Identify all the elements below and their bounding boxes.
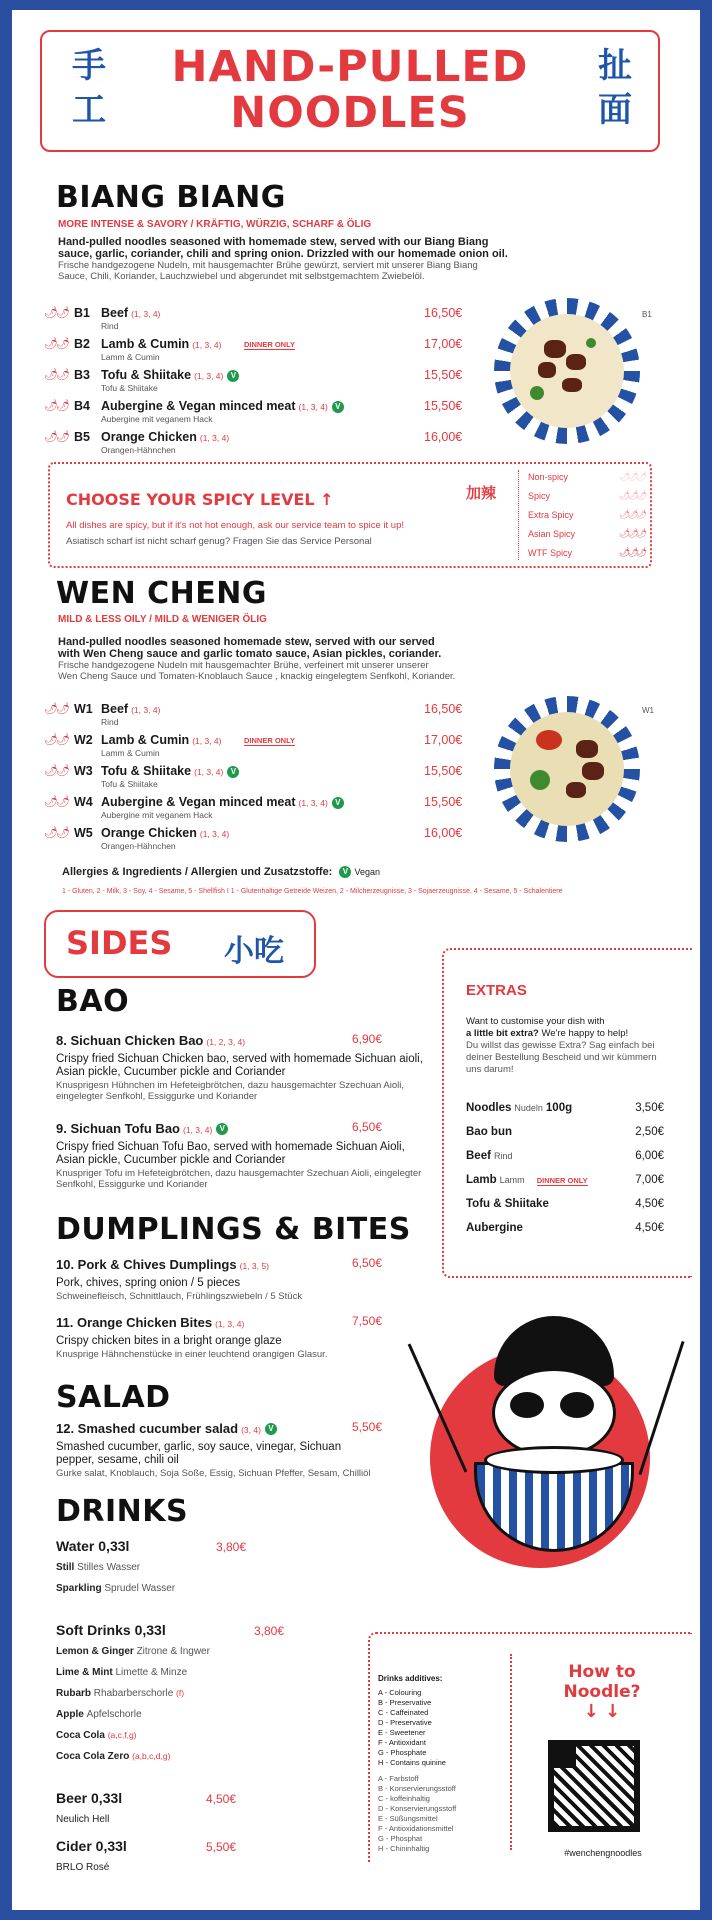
additives-title: Drinks additives: [378,1674,443,1683]
additive-line-en: F - Antioxidant [378,1738,426,1747]
side-item-price: 6,90€ [352,1032,383,1046]
drink-name: Sparkling [56,1583,105,1594]
spicy-level-label: Asian Spicy [528,529,576,539]
item-subtitle: Rind [101,717,119,727]
menu-row [44,428,464,458]
item-subtitle: Tofu & Shiitake [101,383,158,393]
extras-item-name: Aubergine [466,1222,523,1234]
extras-item-price: 4,50€ [635,1198,664,1210]
biang-plate-photo [494,298,640,444]
dinner-only-badge: DINNER ONLY [244,736,295,745]
sides-title: SIDES [66,924,173,962]
item-subtitle: Aubergine mit veganem Hack [101,414,213,424]
drink-name: Coca Cola [56,1730,108,1741]
side-item-description-de: Knusprigesn Hühnchen im Hefeteigbrötchen, dazu hausgemachter Szechuan Aioli, eingelegter Senfkohl, Essiggurke und Koriander [56,1080,405,1102]
sides-box [44,910,316,978]
drink-name-de: Rhabarberschorle [93,1688,177,1699]
additive-line-en: C - Caffeinated [378,1708,429,1717]
side-item-price: 6,50€ [352,1256,383,1270]
side-item-description: Crispy fried Sichuan Tofu Bao, served with homemade Sichuan Aioli, Asian pickle, Cucumber pickle and Coriander [56,1141,405,1166]
cjk-right-1: 扯 [598,46,632,86]
item-price: 16,50€ [424,702,463,716]
item-name-text: Beef [101,702,129,716]
vegan-icon: V [265,1423,277,1435]
vegan-icon: V [332,401,344,413]
item-subtitle: Rind [101,321,119,331]
drinks-title: DRINKS [56,1494,189,1529]
menu-row [44,793,464,823]
item-name [101,764,239,778]
vegan-icon: V [227,370,239,382]
side-item-allergens: (1, 3, 5) [239,1261,269,1271]
additive-line-en: A - Colouring [378,1688,422,1697]
wen-plate-label: W1 [642,706,654,715]
drink-group-title: Water 0,33l [56,1538,130,1554]
drink-line [56,1751,170,1762]
vegan-icon: V [339,866,351,878]
spicy-level-label: WTF Spicy [528,548,572,558]
vegan-icon: V [332,797,344,809]
drink-name: Lime & Mint [56,1667,116,1678]
side-item-name: 9. Sichuan Tofu Bao [56,1121,180,1136]
item-allergens: (1, 3, 4) [298,798,328,808]
drink-subtitle [56,1862,109,1873]
side-item-description-de: Knusprige Hähnchenstücke in einer leuchtend orangigen Glasur. [56,1349,328,1360]
chili-icon: 🌶🌶 [44,337,68,350]
arrow-up-icon: ↑ [320,490,334,509]
drink-name-de: Limette & Minze [115,1667,188,1678]
extras-box [442,948,692,1278]
item-name [101,826,229,840]
side-item-allergens: (1, 2, 3, 4) [206,1037,246,1047]
spicy-title: CHOOSE YOUR SPICY LEVEL [66,490,315,509]
extras-row [466,1174,664,1192]
side-item [56,1120,426,1190]
item-subtitle: Orangen-Hähnchen [101,445,176,455]
item-price: 15,50€ [424,795,463,809]
extras-item-price: 4,50€ [635,1222,664,1234]
additive-line-en: H - Contains quinine [378,1758,446,1767]
extras-item-sub: Nudeln [514,1103,543,1113]
wen-description: Hand-pulled noodles seasoned homemade stew, served with our served with Wen Cheng sauce and garlic tomato sauce, Asian pickles, coriander. Frische handgezogene Nudeln mit hausgemachter Brühe, verfeinert mit unserer unserer Wen Cheng Sauce und Tomaten-Knoblauch Sauce , knackig eingelegtem Senfkohl, Koriander. [58,636,456,682]
item-price: 16,00€ [424,826,463,840]
arrow-down-icon: ↓ ↓ [583,1701,621,1722]
title-line-2: NOODLES [230,88,470,138]
dinner-only-badge: DINNER ONLY [536,1176,588,1185]
mascot-illustration [414,1308,684,1598]
extras-item-price: 6,00€ [635,1150,664,1162]
item-subtitle: Lamm & Cumin [101,748,160,758]
item-allergens: (1, 3, 4) [192,340,222,350]
chili-icon: 🌶🌶🌶 [618,510,644,520]
drink-line [56,1646,210,1657]
chili-icon: 🌶🌶🌶 [618,548,644,558]
extras-item-name: Tofu & Shiitake [466,1198,549,1210]
item-name [101,368,239,382]
wen-title: WEN CHENG [56,576,267,611]
chili-icon: 🌶🌶 [44,764,68,777]
side-item-description: Pork, chives, spring onion / 5 pieces [56,1277,241,1289]
allergies-title: Allergies & Ingredients / Allergien und Zusatzstoffe: V Vegan [62,866,381,878]
item-name [101,430,229,444]
side-item [56,1314,426,1360]
item-name [101,337,222,351]
drink-line [56,1667,187,1678]
side-item-description: Crispy fried Sichuan Chicken bao, served with homemade Sichuan aioli, Asian pickle, Cucumber pickle and Coriander [56,1053,423,1078]
vegan-icon: V [227,766,239,778]
drink-name-de: Apfelschorle [86,1709,142,1720]
menu-row [44,762,464,792]
menu-row [44,824,464,854]
biang-description: Hand-pulled noodles seasoned with homemade stew, served with our Biang Biang sauce, garlic, coriander, chili and spring onion. Drizzled with our homemade onion oil. Frische handgezogene Nudeln, mit hausgemachter Brühe gewürzt, serviert mit unserer Biang Biang Sauce, Chili, Koriander, Lauchzwiebel und abgerundet mit selbstgemachtem Zwiebelöl. [58,236,508,282]
bao-title: BAO [56,984,130,1019]
item-code: B3 [74,368,90,382]
biang-subtitle: MORE INTENSE & SAVORY / KRÄFTIG, WÜRZIG, SCHARF & ÖLIG [58,219,372,230]
additive-line-de: D - Konservierungsstoff [378,1804,457,1813]
additive-line-de: E - Süßungsmittel [378,1814,438,1823]
item-allergens: (1, 3, 4) [298,402,328,412]
chili-icon: 🌶🌶 [44,826,68,839]
item-price: 15,50€ [424,368,463,382]
menu-row [44,335,464,365]
drink-subtitle [56,1814,109,1825]
item-allergens: (1, 3, 4) [194,371,224,381]
extras-item-price: 2,50€ [635,1126,664,1138]
drink-name-de: Stilles Wasser [77,1562,141,1573]
drink-line [56,1709,142,1720]
chili-icon: 🌶🌶 [44,399,68,412]
additive-line-en: G - Phosphate [378,1748,427,1757]
extras-item-name: Bao bun [466,1126,512,1138]
chili-icon: 🌶🌶 [44,368,68,381]
item-subtitle: Lamm & Cumin [101,352,160,362]
spicy-level-item [528,548,644,558]
extras-row [466,1198,664,1216]
chili-icon: 🌶🌶 [44,702,68,715]
menu-row [44,731,464,761]
item-price: 16,50€ [424,306,463,320]
howto-title: How to Noodle? ↓ ↓ [522,1662,682,1722]
vegan-label: Vegan [354,867,381,877]
item-code: W5 [74,826,93,840]
side-item [56,1256,426,1302]
item-code: B4 [74,399,90,413]
cjk-left-1: 手 [72,46,106,86]
side-item-allergens: (1, 3, 4) [215,1319,245,1329]
qr-code[interactable] [548,1740,640,1832]
item-name-text: Beef [101,306,129,320]
chili-icon: 🌶🌶 [44,430,68,443]
side-item-description: Crispy chicken bites in a bright orange glaze [56,1335,282,1347]
item-price: 17,00€ [424,337,463,351]
item-code: W2 [74,733,93,747]
wen-plate-photo [494,696,640,842]
item-name-text: Lamb & Cumin [101,733,190,747]
menu-row [44,366,464,396]
item-name [101,702,160,716]
item-code: B5 [74,430,90,444]
title-line-1: HAND-PULLED [171,42,529,92]
drink-allergens: (a,b,c,d,g) [132,1751,171,1761]
item-allergens: (1, 3, 4) [199,829,230,839]
side-item-name: 11. Orange Chicken Bites [56,1315,213,1330]
drink-name: Lemon & Ginger [56,1646,137,1657]
extras-item-name: Lamb [466,1174,497,1186]
menu-row [44,397,464,427]
chili-icon: 🌶🌶 [44,306,68,319]
wen-subtitle: MILD & LESS OILY / MILD & WENIGER ÖLIG [58,614,267,625]
side-item-name: 10. Pork & Chives Dumplings [56,1257,237,1272]
item-name [101,733,222,747]
drink-name: Coca Cola Zero [56,1751,133,1762]
side-item [56,1032,426,1102]
item-allergens: (1, 3, 4) [131,705,161,715]
hashtag: #wenchengnoodles [564,1848,642,1858]
spicy-level-box [48,462,652,568]
vegan-icon: V [216,1123,228,1135]
drink-group-title: Beer 0,33l [56,1790,123,1806]
additive-line-de: A - Farbstoff [378,1774,419,1783]
spicy-level-item [528,529,644,539]
item-code: B1 [74,306,90,320]
spicy-cjk: 加辣 [466,485,497,502]
additive-line-de: G - Phosphat [378,1834,423,1843]
cjk-right-2: 面 [598,90,632,130]
item-name-text: Tofu & Shiitake [101,764,192,778]
side-item-description-de: Schweinefleisch, Schnittlauch, Frühlingszwiebeln / 5 Stück [56,1291,303,1302]
extras-item-sub: Lamm [499,1175,525,1185]
additive-line-en: D - Preservative [378,1718,432,1727]
drink-allergens: (a,c,f,g) [107,1730,137,1740]
extras-item-price: 7,00€ [635,1174,664,1186]
extras-title: EXTRAS [466,982,527,999]
chili-icon: 🌶🌶 [44,733,68,746]
allergies-list: 1 - Gluten, 2 - Milk, 3 - Soy, 4 - Sesame, 5 - Shellfish I 1 - Glutenhaltige Getreide Weizen, 2 - Milcherzeugnisse, 3 - Sojaerzeugnisse, 4 - Sesame, 5 - Schalentiere [62,888,563,895]
item-name-text: Aubergine & Vegan minced meat [101,399,296,413]
drink-group-price: 3,80€ [254,1624,285,1638]
spicy-level-item [528,472,644,482]
side-item-name: 8. Sichuan Chicken Bao [56,1033,204,1048]
spicy-level-label: Spicy [528,491,551,501]
extras-row [466,1126,664,1144]
drink-name: Still [56,1562,78,1573]
item-allergens: (1, 3, 4) [194,767,224,777]
spicy-level-item [528,510,644,520]
spicy-text-en: All dishes are spicy, but if it's not hot enough, ask our service team to spice it up! [66,520,405,531]
drink-group-title: Cider 0,33l [56,1838,127,1854]
side-item-price: 6,50€ [352,1120,383,1134]
dinner-only-badge: DINNER ONLY [244,340,295,349]
menu-row [44,304,464,334]
item-name [101,306,160,320]
item-subtitle: Orangen-Hähnchen [101,841,176,851]
side-item-description-de: Knuspriger Tofu im Hefeteigbrötchen, dazu hausgemachter Szechuan Aioli, eingelegter Senfkohl, Essiggurke und Koriander [56,1168,422,1190]
additive-line-de: F - Antioxidationsmittel [378,1824,454,1833]
salad-item: 12. Smashed cucumber salad (3, 4) V 5,50€ Smashed cucumber, garlic, soy sauce, vinegar, Sichuan pepper, sesame, chili oil Gurke salat, Knoblauch, Soja Soße, Essig, Sichuan Pfeffer, Sesam, Chilliöl [56,1420,383,1479]
dumplings-title: DUMPLINGS & BITES [56,1212,411,1247]
item-price: 15,50€ [424,764,463,778]
drink-line [56,1688,184,1699]
spicy-text-de: Asiatisch scharf ist nicht scharf genug? Fragen Sie das Service Personal [66,536,372,547]
item-price: 15,50€ [424,399,463,413]
drink-group-price: 5,50€ [206,1840,237,1854]
item-allergens: (1, 3, 4) [199,433,230,443]
menu-row [44,700,464,730]
additive-line-de: H - Chininhaltig [378,1844,430,1853]
side-item-price: 7,50€ [352,1314,383,1328]
extras-row [466,1102,664,1120]
item-subtitle: Tofu & Shiitake [101,779,158,789]
item-price: 17,00€ [424,733,463,747]
chili-icon: 🌶🌶🌶 [618,472,644,482]
item-name [101,795,344,809]
item-name-text: Lamb & Cumin [101,337,190,351]
item-subtitle: Aubergine mit veganem Hack [101,810,213,820]
chili-icon: 🌶🌶🌶 [618,491,644,501]
extras-item-price: 3,50€ [635,1102,664,1114]
extras-item-name: Noodles [466,1102,512,1114]
drink-group-price: 4,50€ [206,1792,237,1806]
extras-item-sub: Rind [493,1151,513,1161]
drink-group-price: 3,80€ [216,1540,247,1554]
drink-name: Apple [56,1709,87,1720]
extras-row [466,1222,664,1240]
item-code: B2 [74,337,90,351]
item-name-text: Aubergine & Vegan minced meat [101,795,296,809]
item-name-text: Tofu & Shiitake [101,368,192,382]
drink-name: Rubarb [56,1688,94,1699]
additive-line-en: E - Sweetener [378,1728,426,1737]
item-name-text: Orange Chicken [101,826,197,840]
sides-cjk: 小吃 [224,935,284,968]
item-code: W3 [74,764,93,778]
extras-item-name: Beef [466,1150,491,1162]
item-allergens: (1, 3, 4) [131,309,161,319]
chili-icon: 🌶🌶 [44,795,68,808]
drink-sub-text: BRLO Rosé [56,1862,110,1873]
extras-row [466,1150,664,1168]
drink-line [56,1562,140,1573]
drink-name-de: Sprudel Wasser [104,1583,176,1594]
drink-name-de: Zitrone & Ingwer [136,1646,210,1657]
item-name [101,399,344,413]
biang-plate-label: B1 [642,310,652,319]
extras-item-amount: 100g [545,1102,573,1114]
item-code: W4 [74,795,93,809]
item-price: 16,00€ [424,430,463,444]
cjk-left-2: 工 [72,90,106,130]
item-allergens: (1, 3, 4) [192,736,222,746]
additive-line-de: B - Konservierungsstoff [378,1784,456,1793]
spicy-level-item [528,491,644,501]
item-code: W1 [74,702,93,716]
biang-title: BIANG BIANG [56,180,286,215]
additive-line-en: B - Preservative [378,1698,432,1707]
drink-allergens: (f) [176,1688,185,1698]
additive-line-de: C - koffeinhaltig [378,1794,430,1803]
side-item-allergens: (1, 3, 4) [183,1125,213,1135]
drink-line [56,1583,175,1594]
drink-sub-text: Neulich Hell [56,1814,110,1825]
additives-box [368,1632,692,1862]
chili-icon: 🌶🌶🌶 [618,529,644,539]
extras-intro: Want to customise your dish with a little bit extra? We're happy to help! Du willst das gewisse Extra? Sag einfach bei deiner Bestellung Bescheid und wir kümmern uns darum! [466,1016,657,1075]
salad-title: SALAD [56,1380,171,1415]
spicy-level-label: Extra Spicy [528,510,574,520]
header-box [40,30,660,152]
drink-line [56,1730,137,1741]
spicy-level-label: Non-spicy [528,472,569,482]
drink-group-title: Soft Drinks 0,33l [56,1622,166,1638]
item-name-text: Orange Chicken [101,430,197,444]
